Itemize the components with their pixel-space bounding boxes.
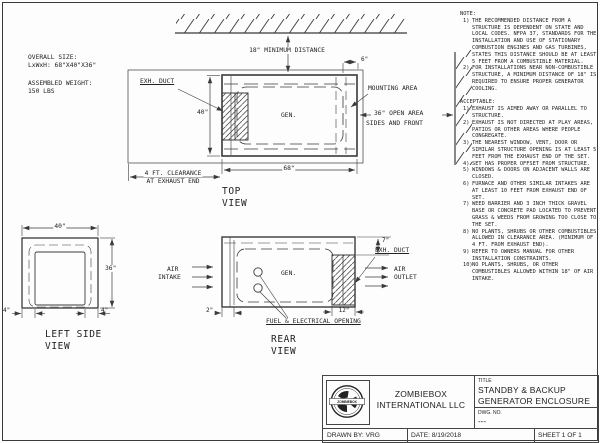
- note-item: 10) NO PLANTS, SHRUBS, OR OTHER COMBUSTIBLES ALLOWED WITHIN 18" OF AIR INTAKE.: [463, 262, 594, 283]
- left-view-title-1: LEFT SIDE: [45, 329, 102, 340]
- top-view-title-2: VIEW: [222, 198, 248, 209]
- top-view-title-1: TOP: [222, 186, 241, 197]
- left-dim-4-right: 4": [101, 307, 109, 314]
- date: DATE: 8/19/2018: [411, 432, 462, 439]
- sheet-number: SHEET 1 OF 1: [538, 432, 582, 439]
- drawn-by: DRAWN BY: VRG: [327, 432, 380, 439]
- notes-panel: [459, 11, 597, 283]
- fuel-electrical-label: FUEL & ELECTRICAL OPENING: [266, 318, 361, 325]
- assembled-weight-label: ASSEMBLED WEIGHT:: [28, 80, 93, 87]
- exh-duct-label-top: EXH. DUCT: [140, 78, 175, 85]
- clearance-line2: AT EXHAUST END: [146, 178, 200, 185]
- company-name-line1: ZOMBIEBOX: [394, 389, 448, 399]
- dwg-no-label: DWG. NO.: [478, 410, 502, 416]
- left-side-view-linework: [12, 225, 115, 318]
- zombiebox-logo-icon: [327, 381, 367, 422]
- air-outlet-line1: AIR: [394, 266, 406, 273]
- dim-6: 6": [361, 56, 369, 63]
- logo-band-text: ZOMBIEBOX: [337, 400, 357, 405]
- note-item: 4) SET HAS PROPER OFFSET FROM STRUCTURE.: [463, 160, 590, 167]
- gen-label-top: GEN.: [281, 112, 297, 119]
- left-dim-36: 36": [105, 265, 117, 272]
- rear-view-title-2: VIEW: [271, 346, 297, 357]
- left-dim-40: 40": [54, 223, 66, 230]
- drawing-title-line1: STANDBY & BACKUP: [478, 385, 566, 395]
- note-item: 8) NO PLANTS, SHRUBS OR OTHER COMBUSTIBLES ALLOWED IN CLEARANCE AREA. (MINIMUM OF 4 FT. FROM EXHAUST END).: [463, 228, 597, 249]
- rear-dim-7: 7": [382, 237, 390, 244]
- note-item: 9) REFER TO OWNERS MANUAL FOR OTHER INSTALLATION CONSTRAINTS.: [463, 248, 575, 262]
- structure-wall-top: [175, 14, 407, 33]
- mounting-area-label: MOUNTING AREA: [368, 85, 418, 92]
- air-intake-line1: AIR: [167, 266, 179, 273]
- note-item: 1) EXHAUST IS AIMED AWAY OR PARALLEL TO STRUCTURE.: [463, 106, 587, 119]
- dim-68: 68": [283, 165, 295, 172]
- note-item: 3) THE NEAREST WINDOW, VENT, DOOR OR SIMILAR STRUCTURE OPENING IS AT LEAST 5 FEET FROM THE EXHAUST END OF THE SET.: [463, 140, 597, 160]
- open-area-line2: SIDES AND FRONT: [366, 120, 423, 127]
- note-item: 1) THE RECOMMENDED DISTANCE FROM A STRUCTURE IS DEPENDENT ON STATE AND LOCAL CODES. NFPA 37, STANDARDS FOR THE INSTALLATION AND USE OF STATIONARY COMBUSTION ENGINES AND GAS TURBINES, STATES THIS DISTANCE SHOULD BE AT LEAST 5 FEET FROM A COMBUSTIBLE MATERIAL.: [463, 17, 597, 65]
- left-dim-4-left: 4": [3, 307, 11, 314]
- open-area-line1: 36" OPEN AREA: [374, 110, 424, 117]
- note-item: 5) WINDOWS & DOORS ON ADJACENT WALLS ARE CLOSED.: [463, 167, 590, 181]
- exh-duct-label-rear: EXH. DUCT: [375, 247, 410, 254]
- note-item: 2) EXHAUST IS NOT DIRECTED AT PLAY AREAS, PATIOS OR OTHER AREAS WHERE PEOPLE CONGREGATE.: [463, 119, 594, 140]
- dwg-no-value: ---: [478, 417, 486, 426]
- overall-size-label: OVERALL SIZE:: [28, 54, 78, 61]
- rear-view-linework: [192, 237, 391, 318]
- note-item: 6) FURNACE AND OTHER SIMILAR INTAKES ARE AT LEAST 10 FEET FROM EXHAUST END OF SET.: [463, 180, 590, 201]
- acceptable-heading: ACCEPTABLE:: [460, 99, 496, 106]
- dim-40-top: 40": [197, 109, 209, 116]
- company-name-line2: INTERNATIONAL LLC: [376, 399, 466, 410]
- notes-heading: NOTE:: [460, 11, 476, 17]
- title-block: [322, 375, 599, 443]
- note-item: 7) WEED BARRIER AND 3 INCH THICK GRAVEL BASE OR CONCRETE PAD LOCATED TO PREVENT GRASS & WEEDS FROM GROWING TOO CLOSE TO THE SET.: [463, 201, 597, 228]
- logo-box: [326, 380, 370, 425]
- air-outlet-line2: OUTLET: [394, 274, 417, 281]
- rear-dim-12: 12": [338, 307, 350, 314]
- note-item: 2) FOR INSTALLATIONS NEAR NON-COMBUSTIBLE STRUCTURE, A MINIMUM DISTANCE OF 18" IS REQUIRED TO ENSURE PROPER GENERATOR COOLING.: [463, 65, 597, 92]
- title-label: TITLE: [478, 378, 492, 384]
- overall-size-value: LxWxH: 68"X40"X36": [28, 62, 97, 69]
- gen-label-rear: GEN.: [281, 270, 297, 277]
- clearance-line1: 4 FT. CLEARANCE: [144, 170, 202, 177]
- min-distance-dim: 18" MINIMUM DISTANCE: [249, 47, 325, 54]
- left-view-title-2: VIEW: [45, 341, 71, 352]
- air-intake-line2: INTAKE: [158, 274, 181, 281]
- rear-view-title-1: REAR: [271, 334, 297, 345]
- drawing-title-line2: GENERATOR ENCLOSURE: [478, 396, 591, 406]
- assembled-weight-value: 150 LBS: [28, 88, 55, 95]
- rear-dim-2: 2": [206, 307, 214, 314]
